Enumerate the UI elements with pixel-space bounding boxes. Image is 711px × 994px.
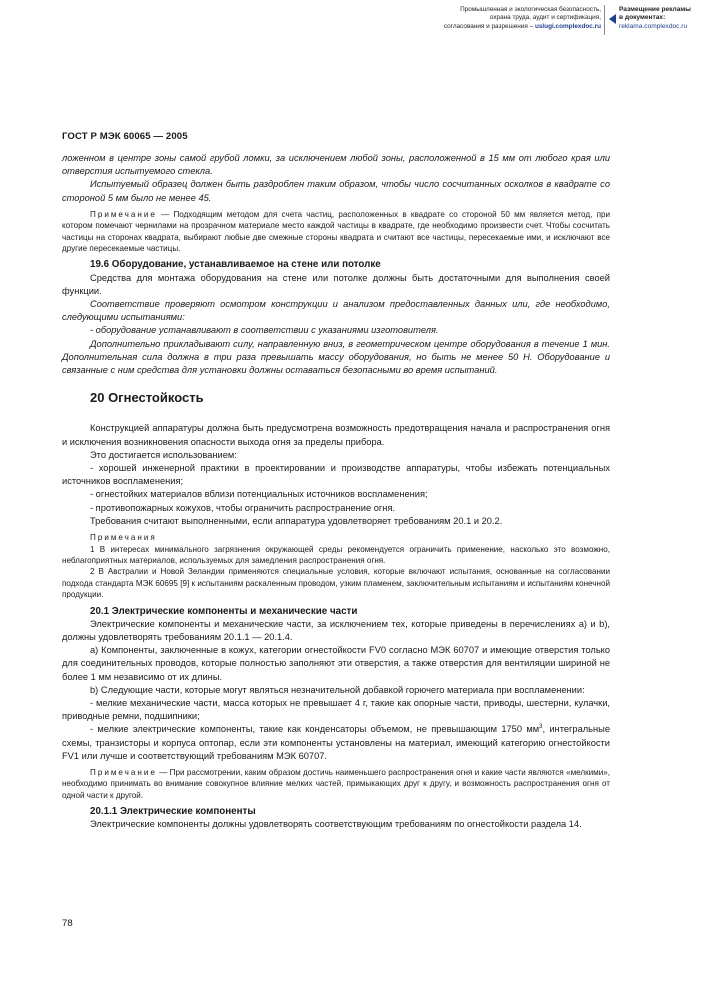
notes-label-text: Примечания [90, 533, 157, 543]
note-label: Примечание [90, 209, 157, 219]
banner-ads [619, 6, 709, 31]
note: 2 В Австралии и Новой Зеландии применяются специальные условия, которые включают испытания, основанные на согласовании подхода стандарта МЭК 60695 [9] к испытаниям раскаленным проводом, узким пламенем, заключительным испытаниям и испытаниям конечной продукции. [62, 567, 610, 600]
section-heading-19-6: 19.6 Оборудование, устанавливаемое на стене или потолке [90, 259, 381, 271]
list-item-text: , интегральные схемы, транзисторы и корпуса оптопар, если эти компоненты установлены на материал, имеющий категорию огнестойкости FV1 или лучше и соответствующий требованиям МЭК 60707. [62, 724, 611, 761]
paragraph: Соответствие проверяют осмотром конструкции и анализом предоставленных данных или, где необходимо, следующими испытаниями: [62, 299, 610, 323]
note [62, 209, 610, 255]
services-link[interactable]: uslugi.complexdoc.ru [534, 22, 601, 30]
paragraph: Средства для монтажа оборудования на стене или потолке должны быть достаточными для выполнения своей функции. [62, 272, 610, 296]
banner-ads-title: Размещение рекламы [619, 6, 691, 13]
section-heading-20-1-1: 20.1.1 Электрические компоненты [90, 806, 256, 818]
banner-services [405, 6, 601, 31]
list-item-text: - мелкие электрические компоненты, такие как конденсаторы объемом, не превышающим 1750 мм [90, 724, 540, 735]
list-item: - огнестойких материалов вблизи потенциальных источников воспламенения; [90, 489, 428, 500]
paragraph: Электрические компоненты и механические части, за исключением тех, которые приведены в перечислениях а) и b), должны удовлетворять требованиям 20.1.1 — 20.1.4. [62, 618, 610, 642]
notes-label [62, 532, 610, 543]
ads-link[interactable]: reklama.complexdoc.ru [619, 22, 688, 30]
paragraph: ложенном в центре зоны самой грубой ломки, за исключением любой зоны, расположенной в 15 мм от любого края или отверстия испытуемого стекла. [62, 153, 610, 177]
document-code: ГОСТ Р МЭК 60065 — 2005 [62, 131, 188, 142]
paragraph: Это достигается использованием: [90, 449, 237, 460]
note-text: — Подходящим методом для счета частиц, расположенных в квадрате со стороной 50 мм является метод, при котором помечают чернилами на прозрачном материале место каждой частицы в квадрате, где необходимо произвести счет. Чтобы сосчитать частицы на сторонах квадрата, выбирают любые две смежные стороны квадрата и считают все частицы, пересекаемые ими, и исключают все другие пересекаемые частицы. [62, 209, 610, 254]
paragraph: а) Компоненты, заключенные в кожух, категории огнестойкости FV0 согласно МЭК 60707 и имеющие отверстия только для соединительных проводов, которые полностью заполняют эти отверстия, а также отверстия для вентиляции шириной не более 1 мм независимо от их длины. [62, 645, 610, 682]
document-body [62, 152, 610, 832]
section-heading-20: 20 Огнестойкость [90, 390, 204, 406]
list-item: - мелкие механические части, масса которых не превышает 4 г, такие как опорные части, приводы, шестерни, кулачки, приводные ремни, подшипники; [62, 697, 610, 722]
paragraph: Дополнительно прикладывают силу, направленную вниз, в геометрическом центре оборудования в течение 1 мин. Дополнительная сила должна в три раза превышать массу оборудования, но быть не менее 50 Н. Оборудование и связанные с ним средства для установки должны оставаться безопасными во время испытаний. [62, 338, 610, 376]
paragraph: b) Следующие части, которые могут являться незначительной добавкой горючего материала при воспламенении: [90, 684, 585, 695]
paragraph: Испытуемый образец должен быть раздроблен таким образом, чтобы число сосчитанных осколков в квадрате со стороной 5 мм было не менее 45. [62, 179, 610, 203]
page-number: 78 [62, 918, 73, 929]
list-item [62, 723, 610, 763]
banner-line: Промышленная и экологическая безопасность, [460, 6, 601, 13]
banner-ads-subtitle: в документах: [619, 14, 666, 22]
note [62, 767, 610, 801]
section-heading-20-1: 20.1 Электрические компоненты и механические части [90, 605, 358, 617]
paragraph: Электрические компоненты должны удовлетворять соответствующим требованиям по огнестойкости раздела 14. [90, 819, 582, 830]
list-item: - хорошей инженерной практики в проектировании и производстве аппаратуры, чтобы избежать потенциальных источников воспламенения; [62, 463, 610, 487]
banner-line: охрана труда, аудит и сертификация, [489, 14, 601, 22]
list-item: - противопожарных кожухов, чтобы ограничить распространение огня. [90, 502, 396, 513]
banner-divider [604, 5, 605, 35]
banner-line [405, 23, 601, 31]
paragraph: - оборудование устанавливают в соответствии с указаниями изготовителя. [90, 325, 439, 336]
note: 1 В интересах минимального загрязнения окружающей среды рекомендуется ограничить применение, насколько это возможно, неблагоприятных материалов, используемых для замедления распространения огня. [62, 544, 610, 565]
arrow-left-icon [609, 14, 616, 24]
superscript: 3 [539, 724, 543, 731]
paragraph: Требования считают выполненными, если аппаратура удовлетворяет требованиям 20.1 и 20.2. [90, 515, 503, 526]
note-text: — При рассмотрении, каким образом достичь наименьшего распространения огня и какие части являются «мелкими», необходимо принимать во внимание совокупное влияние мелких частей, примыкающих друг к другу, и возможность распространения огня от одной части к другой. [62, 767, 610, 800]
paragraph: Конструкцией аппаратуры должна быть предусмотрена возможность предотвращения начала и распространения огня и исключения возникновения опасности выхода огня за пределы прибора. [62, 423, 610, 447]
banner-line-text: согласования и разрешения – [443, 22, 534, 30]
note-label: Примечание [90, 767, 157, 777]
